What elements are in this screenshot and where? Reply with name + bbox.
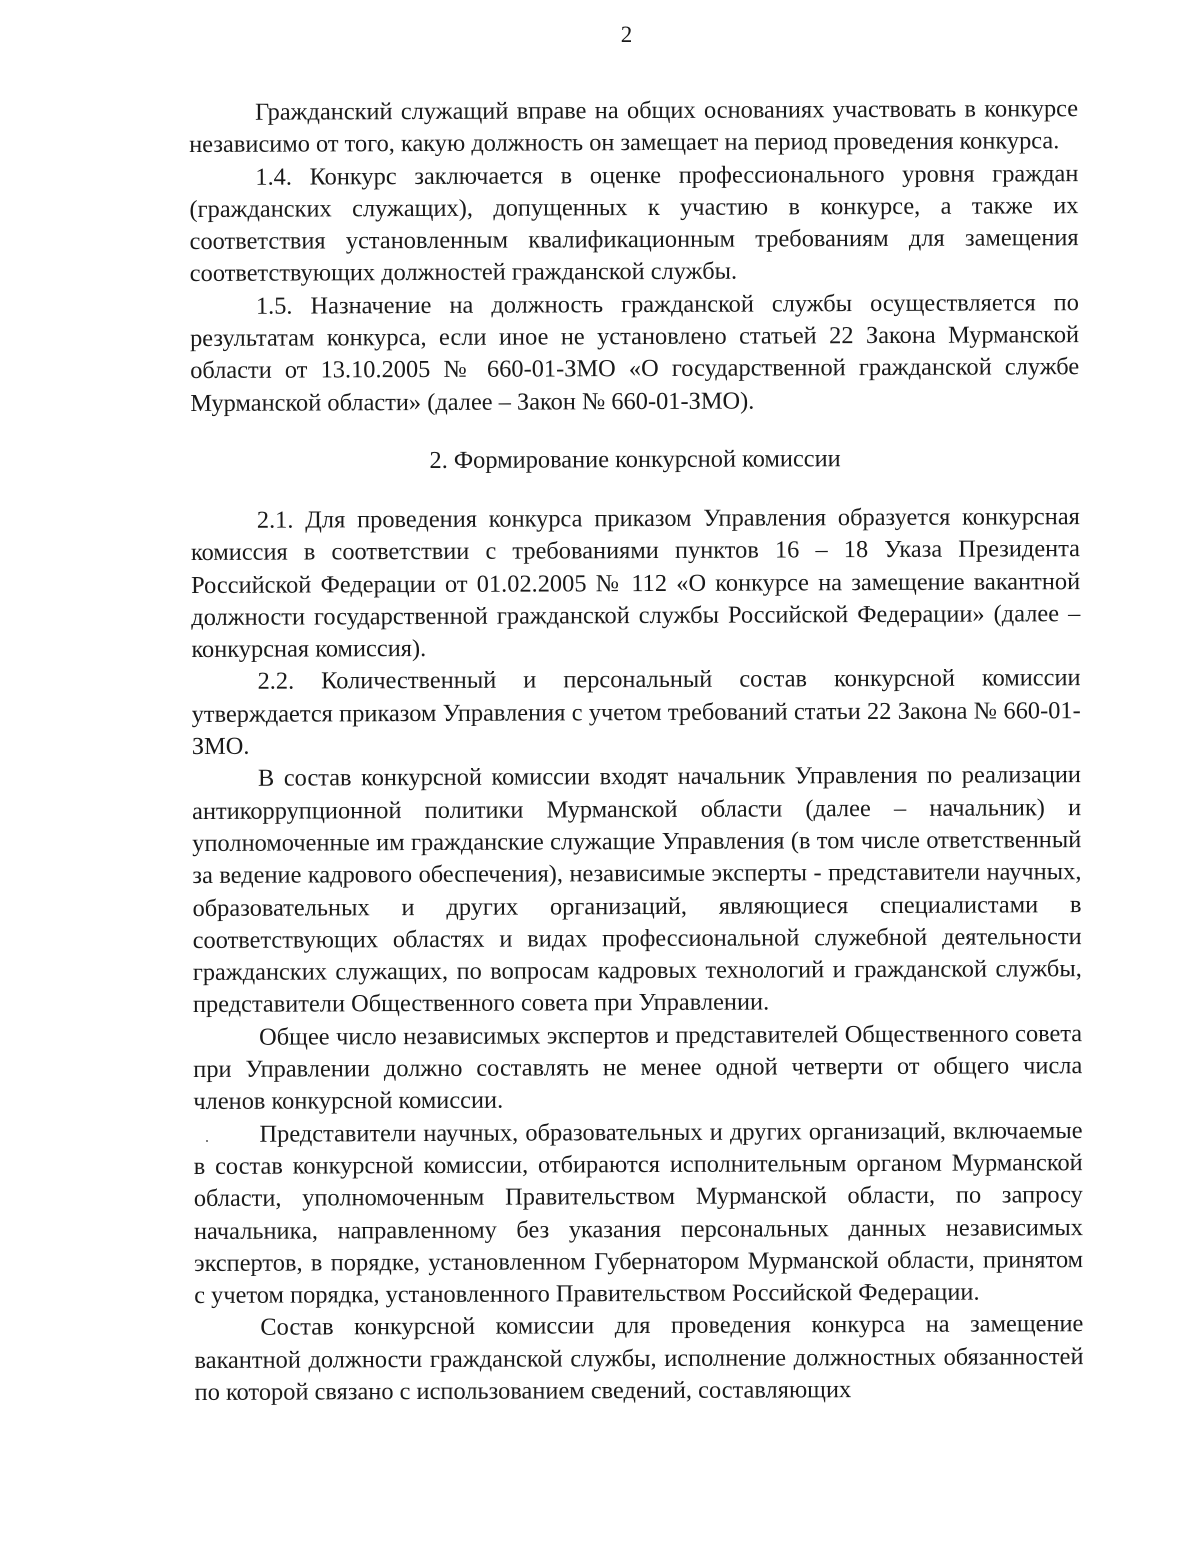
paragraph-commission-composition: В состав конкурсной комиссии входят начальник Управления по реализации антикоррупционной политики Мурманской области (далее – начальник) и уполномоченные им гражданские служащие Управления (в том числе ответственный за ведение кадрового обеспечения), независимые эксперты - представители научных, образовательных и других организаций, являющиеся специалистами в соответствующих областях и видах профессиональной служебной деятельности гражданских служащих, по вопросам кадровых технологий и гражданской службы, представители Общественного совета при Управлении. — [192, 761, 1082, 1019]
page-number: 2 — [620, 22, 633, 47]
paragraph-organization-representatives: Представители научных, образовательных и других организаций, включаемые в состав конкурсной комиссии, отбираются исполнительным органом Мурманской области, уполномоченным Правительством Мурманской области, по запросу начальника, направленному без указания персональных данных независимых экспертов, в порядке, установленном Губернатором Мурманской области, принятом с учетом порядка, установленного Правительством Российской Федерации. — [193, 1116, 1084, 1310]
paragraph-independent-experts-share: Общее число независимых экспертов и представителей Общественного совета при Управлении должно составлять не менее одной четверти от общего числа членов конкурсной комиссии. — [193, 1019, 1083, 1116]
paragraph-2-1: 2.1. Для проведения конкурса приказом Управления образуется конкурсная комиссия в соответствии с требованиями пунктов 16 – 18 Указа Президента Российской Федерации от 01.02.2005 № 112 «О конкурсе на замещение вакантной должности государственной гражданской службы Российской Федерации» (далее – конкурсная комиссия). — [190, 503, 1081, 664]
section-heading: 2. Формирование конкурсной комиссии — [429, 445, 841, 474]
scan-speck — [206, 1140, 208, 1142]
paragraph-commission-secret-info: Состав конкурсной комиссии для проведения конкурса на замещение вакантной должности гражданской службы, исполнение должностных обязанностей по которой связано с использованием сведений, составляющих — [194, 1310, 1084, 1406]
paragraph-2-2: 2.2. Количественный и персональный состав конкурсной комиссии утверждается приказом Управления с учетом требований статьи 22 Закона № 660-01-ЗМО. — [191, 664, 1081, 761]
paragraph-civil-servant-participation: Гражданский служащий вправе на общих основаниях участвовать в конкурсе независимо от того, какую должность он замещает на период проведения конкурса. — [189, 95, 1079, 159]
paragraph-1-4: 1.4. Конкурс заключается в оценке профессионального уровня граждан (гражданских служащих), допущенных к участию в конкурсе, а также их соответствия установленным квалификационным требованиям для замещения соответствующих должностей гражданской службы. — [189, 159, 1079, 288]
document-body — [189, 93, 1084, 1409]
paragraph-1-5: 1.5. Назначение на должность гражданской службы осуществляется по результатам конкурса, если иное не установлено статьей 22 Закона Мурманской области от 13.10.2005 № 660-01-ЗМО «О государственной гражданской службе Мурманской области» (далее – Закон № 660-01-ЗМО). — [189, 288, 1080, 417]
